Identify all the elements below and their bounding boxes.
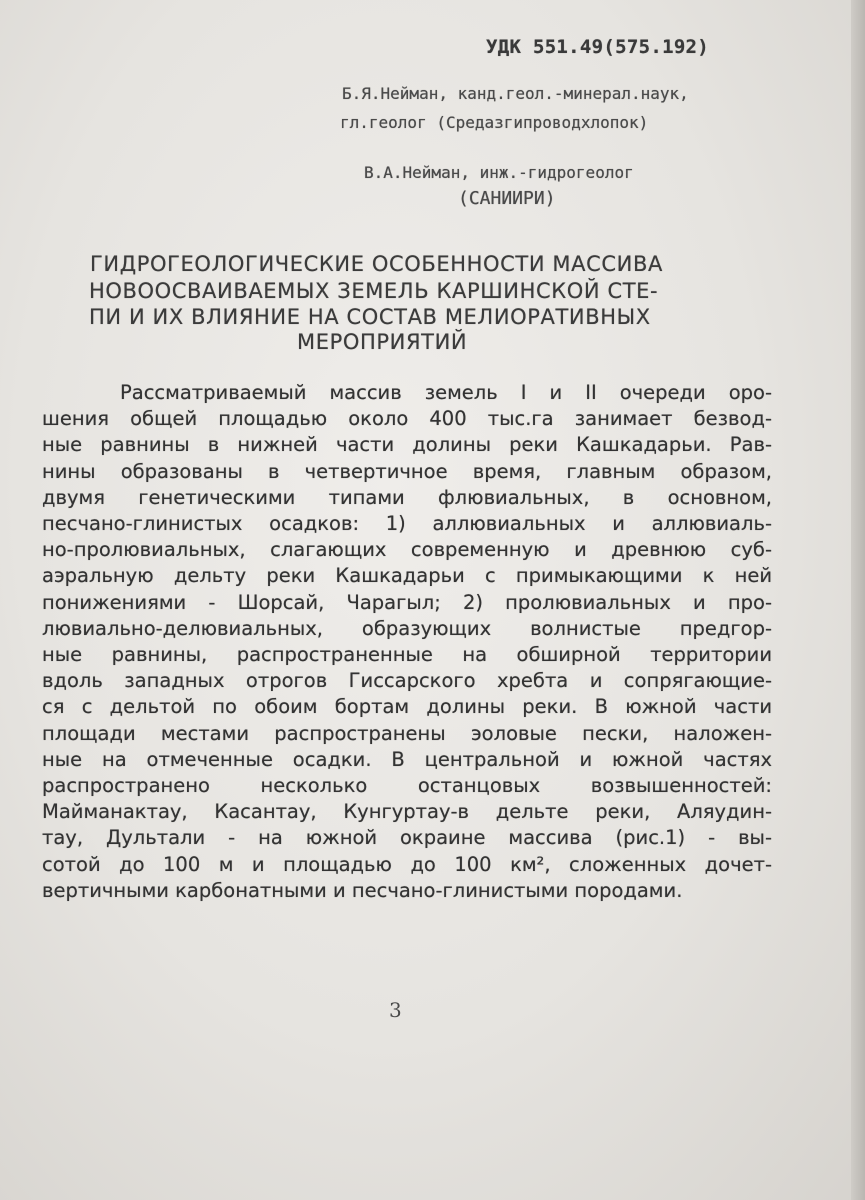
title-line-3: ПИ И ИХ ВЛИЯНИЕ НА СОСТАВ МЕЛИОРАТИВНЫХ [89,305,651,329]
udk-code: УДК 551.49(575.192) [486,36,710,58]
title-line-2: НОВООСВАИВАЕМЫХ ЗЕМЕЛЬ КАРШИНСКОЙ СТЕ- [89,279,659,303]
body-line: лювиально-делювиальных, образующих волнистые предгор- [42,616,772,640]
body-line: ся с дельтой по обоим бортам долины реки. В южной части [42,695,772,719]
body-line: понижениями - Шорсай, Чарагыл; 2) пролювиальных и про- [42,590,772,614]
body-line: Майманактау, Касантау, Кунгуртау-в дельте реки, Аляудин- [42,800,772,824]
body-line: ные равнины, распространенные на обширной территории [42,643,772,667]
body-line: сотой до 100 м и площадью до 100 км², сложенных дочет- [42,852,772,876]
body-line: но-пролювиальных, слагающих современную и древнюю суб- [42,538,772,562]
body-line: нины образованы в четвертичное время, главным образом, [42,459,772,483]
body-line: площади местами распространены эоловые пески, наложен- [42,721,772,745]
body-line: ные на отмеченные осадки. В центральной и южной частях [42,747,772,771]
body-line: двумя генетическими типами флювиальных, в основном, [42,485,772,509]
body-line: аэральную дельту реки Кашкадарьи с примыкающими к ней [42,564,772,588]
body-line: шения общей площадью около 400 тыс.га занимает безвод- [42,407,772,431]
title-line-1: ГИДРОГЕОЛОГИЧЕСКИЕ ОСОБЕННОСТИ МАССИВА [90,252,663,276]
body-line: распространено несколько останцовых возвышенностей: [42,774,772,798]
body-paragraph [42,380,772,904]
body-line: вдоль западных отрогов Гиссарского хребта и сопрягающие- [42,669,772,693]
body-line: Рассматриваемый массив земель I и II очереди оро- [120,381,772,404]
body-line: ные равнины в нижней части долины реки Кашкадарьи. Рав- [42,433,772,457]
title-line-4: МЕРОПРИЯТИЙ [297,330,468,354]
author-line-2: гл.геолог (Средазгипроводхлопок) [340,113,649,132]
body-line: песчано-глинистых осадков: 1) аллювиальных и аллювиаль- [42,512,772,536]
author-line-3: В.А.Нейман, инж.-гидрогеолог [364,163,634,182]
page-edge-shadow [851,0,865,1200]
body-line: вертичными карбонатными и песчано-глинистыми породами. [42,878,683,902]
author-line-4: (САНИИРИ) [458,188,556,209]
body-line: тау, Дультали - на южной окраине массива (рис.1) - вы- [42,826,772,850]
author-line-1: Б.Я.Нейман, канд.геол.-минерал.наук, [342,84,689,103]
page-number: 3 [389,998,402,1022]
